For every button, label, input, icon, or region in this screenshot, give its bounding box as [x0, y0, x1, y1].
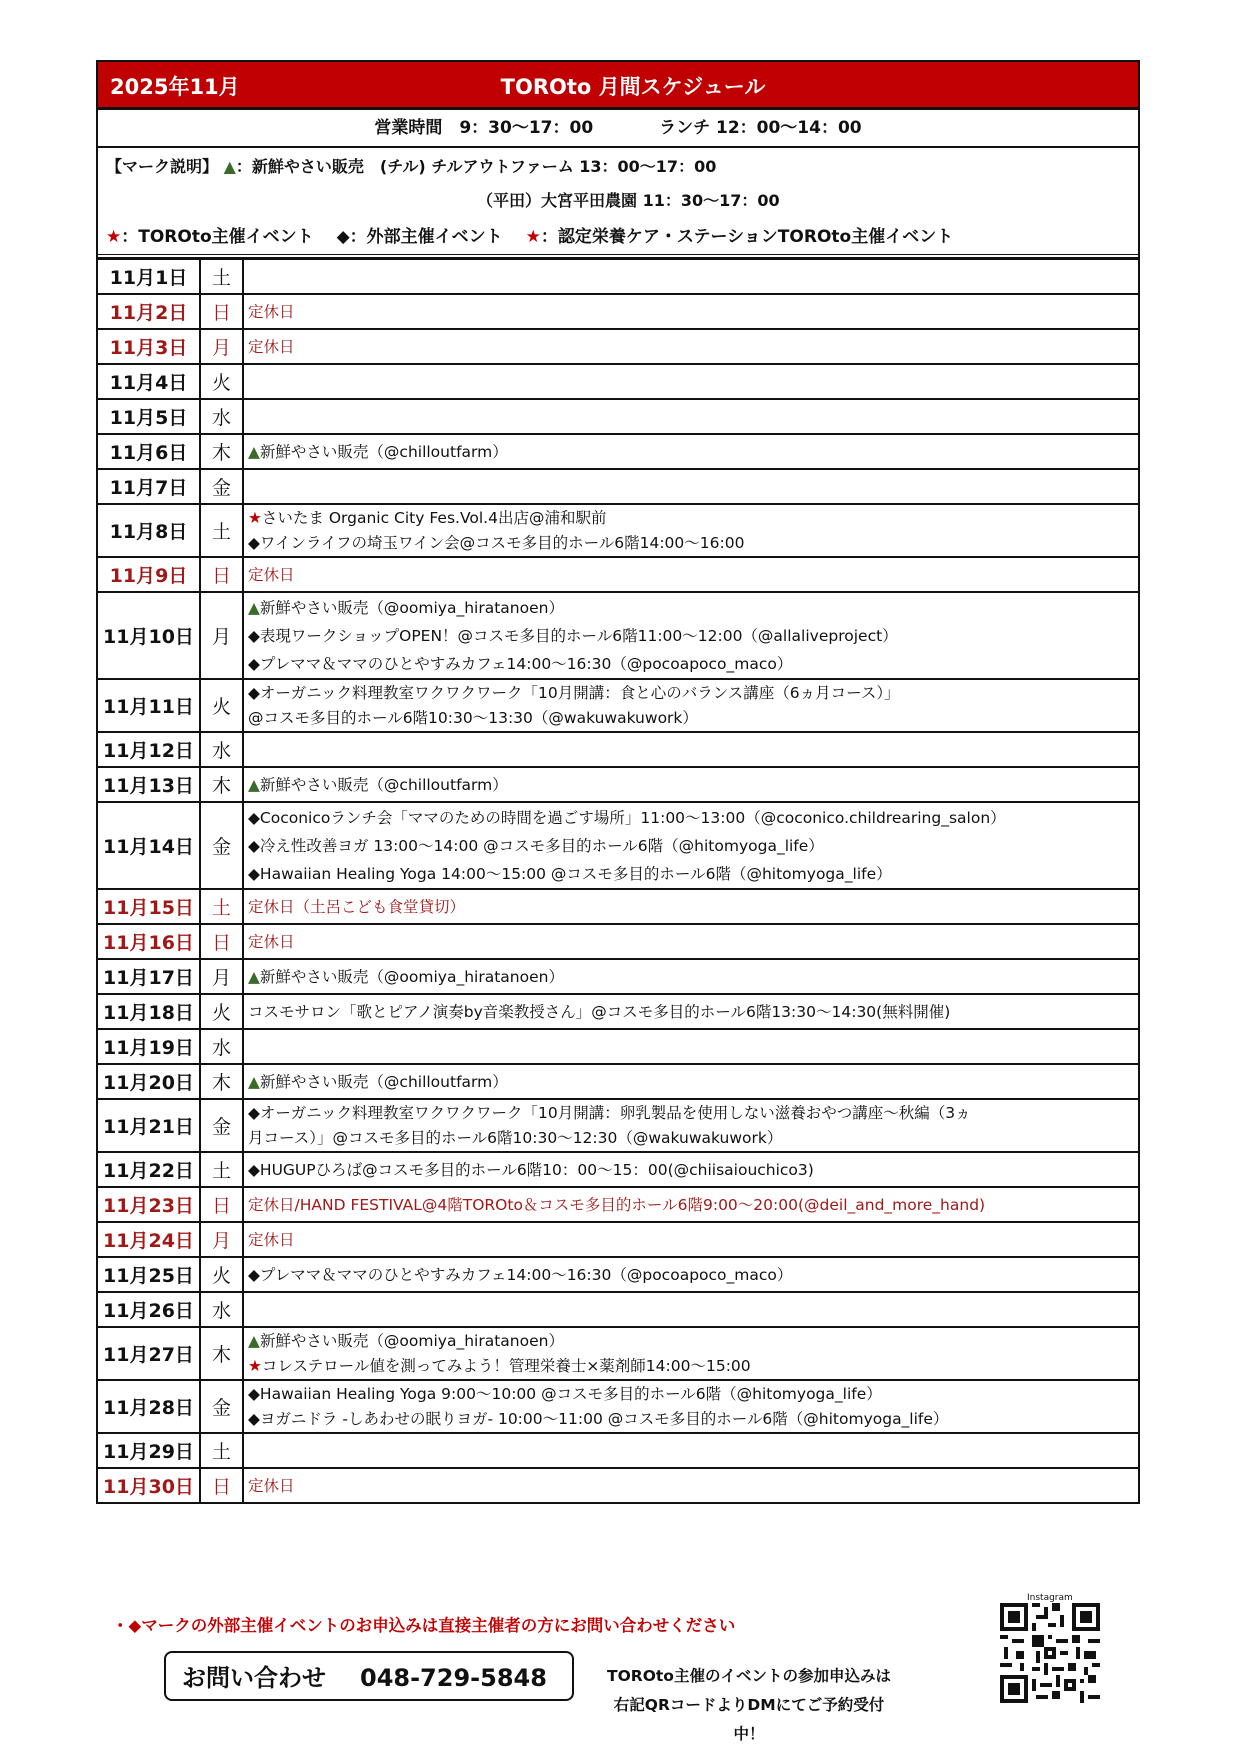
day-of-week: 土 [200, 889, 243, 924]
day-of-week: 月 [200, 1222, 243, 1257]
day-date: 11月21日 [98, 1099, 200, 1152]
day-events [243, 1099, 1138, 1152]
event-item [248, 1382, 1138, 1407]
day-date: 11月12日 [98, 732, 200, 767]
day-of-week: 水 [200, 1029, 243, 1064]
table-row [98, 1187, 1138, 1222]
day-of-week: 火 [200, 1257, 243, 1292]
day-of-week: 日 [200, 924, 243, 959]
event-item [248, 860, 1138, 888]
event-text: 定休日/HAND FESTIVAL@4階TOROto＆コスモ多目的ホール6階9:00～20:00(@deil_and_more_hand) [248, 1195, 986, 1214]
day-date: 11月3日 [98, 329, 200, 364]
legend-care-station-event: ：認定栄養ケア・ステーションTOROto主催イベント [540, 227, 954, 247]
day-events [243, 732, 1138, 767]
day-events [243, 259, 1138, 294]
diamond-icon: ◆ [248, 1160, 260, 1179]
event-text: 定休日 [248, 932, 295, 951]
day-events [243, 592, 1138, 679]
event-item [248, 1407, 1138, 1432]
table-row [98, 802, 1138, 889]
day-of-week: 水 [200, 732, 243, 767]
event-text: オーガニック料理教室ワクワクワーク「10月開講：食と心のバランス講座（6ヵ月コース）」 [259, 683, 900, 702]
day-date: 11月18日 [98, 994, 200, 1029]
day-events [243, 924, 1138, 959]
event-text: 新鮮やさい販売（@oomiya_hiratanoen） [259, 598, 564, 617]
event-item [248, 594, 1138, 622]
triangle-icon: ▲ [248, 1331, 260, 1350]
legend-line-3 [106, 222, 953, 247]
event-item [248, 531, 1138, 556]
day-date: 11月28日 [98, 1380, 200, 1433]
table-row [98, 434, 1138, 469]
day-date: 11月10日 [98, 592, 200, 679]
day-date: 11月29日 [98, 1433, 200, 1468]
day-date: 11月6日 [98, 434, 200, 469]
table-row [98, 924, 1138, 959]
day-date: 11月2日 [98, 294, 200, 329]
legend-vegetable-sale: ：新鮮やさい販売 (チル) チルアウトファーム 13：00～17：00 [235, 157, 717, 176]
day-of-week: 木 [200, 1327, 243, 1380]
legend-external-event: ：外部主催イベント [349, 227, 520, 247]
day-events [243, 557, 1138, 592]
event-item [248, 1067, 1138, 1097]
day-of-week: 金 [200, 1099, 243, 1152]
day-events [243, 959, 1138, 994]
triangle-icon: ▲ [248, 598, 260, 617]
day-of-week: 月 [200, 592, 243, 679]
day-of-week: 水 [200, 399, 243, 434]
day-of-week: 日 [200, 294, 243, 329]
day-date: 11月9日 [98, 557, 200, 592]
event-item [248, 332, 1138, 362]
legend-toroto-event: ：TOROto主催イベント [121, 227, 331, 247]
table-row [98, 1327, 1138, 1380]
day-date: 11月19日 [98, 1029, 200, 1064]
legend-hirata: （平田）大宮平田農園 11：30～17：00 [477, 191, 780, 210]
schedule-table [98, 258, 1138, 1502]
day-events [243, 364, 1138, 399]
day-date: 11月15日 [98, 889, 200, 924]
day-of-week: 火 [200, 679, 243, 732]
event-text: 新鮮やさい販売（@oomiya_hiratanoen） [259, 967, 564, 986]
event-text: 新鮮やさい販売（@chilloutfarm） [259, 775, 508, 794]
event-text: プレママ＆ママのひとやすみカフェ14:00～16:30（@pocoapoco_maco） [259, 654, 793, 673]
diamond-icon: ◆ [248, 626, 260, 645]
day-of-week: 金 [200, 802, 243, 889]
event-item [248, 1190, 1138, 1220]
day-of-week: 木 [200, 1064, 243, 1099]
diamond-icon: ◆ [336, 227, 350, 247]
event-text: 定休日（土呂こども食堂貸切） [248, 897, 466, 916]
event-text: プレママ＆ママのひとやすみカフェ14:00～16:30（@pocoapoco_maco） [259, 1265, 793, 1284]
page-title: TOROto 月間スケジュール [500, 75, 766, 99]
day-of-week: 日 [200, 1187, 243, 1222]
triangle-icon: ▲ [223, 157, 236, 176]
contact-box [164, 1651, 574, 1701]
triangle-icon: ▲ [248, 1072, 260, 1091]
day-date: 11月30日 [98, 1468, 200, 1502]
month-label: 2025年11月 [110, 75, 240, 99]
event-item [248, 892, 1138, 922]
event-item [248, 650, 1138, 678]
mark-legend [98, 148, 1138, 258]
day-events [243, 1433, 1138, 1468]
table-row [98, 1433, 1138, 1468]
business-hours-row [98, 110, 1138, 148]
day-events [243, 1222, 1138, 1257]
table-row [98, 1152, 1138, 1187]
event-item [248, 927, 1138, 957]
day-date: 11月20日 [98, 1064, 200, 1099]
table-row [98, 959, 1138, 994]
diamond-icon: ◆ [248, 1384, 260, 1403]
day-events [243, 434, 1138, 469]
day-date: 11月14日 [98, 802, 200, 889]
apply-info [604, 1662, 894, 1749]
day-events [243, 1327, 1138, 1380]
event-item [248, 962, 1138, 992]
event-item [248, 681, 1138, 706]
event-text: 表現ワークショップOPEN！@コスモ多目的ホール6階11:00～12:00（@allaliveproject） [259, 626, 898, 645]
day-of-week: 水 [200, 1292, 243, 1327]
table-row [98, 504, 1138, 557]
diamond-icon: ◆ [248, 654, 260, 673]
day-of-week: 日 [200, 1468, 243, 1502]
day-date: 11月24日 [98, 1222, 200, 1257]
table-row [98, 1380, 1138, 1433]
event-item [248, 770, 1138, 800]
business-hours: 営業時間 9：30～17：00 [374, 118, 594, 138]
day-date: 11月17日 [98, 959, 200, 994]
table-row [98, 1222, 1138, 1257]
day-events [243, 1064, 1138, 1099]
day-events [243, 399, 1138, 434]
event-item [248, 506, 1138, 531]
diamond-icon: ◆ [248, 808, 260, 827]
event-item [248, 706, 1138, 731]
event-text: コスモサロン「歌とピアノ演奏by音楽教授さん」@コスモ多目的ホール6階13:30～14:30(無料開催) [248, 1002, 951, 1021]
day-date: 11月22日 [98, 1152, 200, 1187]
event-text: 定休日 [248, 1476, 295, 1495]
star-icon: ★ [525, 227, 541, 247]
day-events [243, 1257, 1138, 1292]
table-row [98, 557, 1138, 592]
table-row [98, 1468, 1138, 1502]
event-item [248, 1101, 1138, 1126]
table-row [98, 889, 1138, 924]
day-of-week: 木 [200, 767, 243, 802]
event-item [248, 1471, 1138, 1501]
apply-line-1: TOROto主催のイベントの参加申込みは [607, 1667, 891, 1685]
day-events [243, 469, 1138, 504]
table-row [98, 994, 1138, 1029]
day-events [243, 994, 1138, 1029]
legend-label: 【マーク説明】 [106, 157, 219, 176]
day-date: 11月4日 [98, 364, 200, 399]
event-text: 定休日 [248, 565, 295, 584]
day-date: 11月7日 [98, 469, 200, 504]
day-of-week: 土 [200, 1433, 243, 1468]
day-of-week: 土 [200, 1152, 243, 1187]
table-row [98, 732, 1138, 767]
table-row [98, 592, 1138, 679]
diamond-icon: ◆ [248, 533, 260, 552]
phone-number[interactable]: 048-729-5848 [360, 1664, 547, 1692]
event-text: 新鮮やさい販売（@oomiya_hiratanoen） [259, 1331, 564, 1350]
day-of-week: 日 [200, 557, 243, 592]
table-row [98, 679, 1138, 732]
day-events [243, 504, 1138, 557]
event-text: コレステロール値を測ってみよう！管理栄養士×薬剤師14:00～15:00 [261, 1356, 751, 1375]
day-events [243, 294, 1138, 329]
table-row [98, 329, 1138, 364]
table-row [98, 1257, 1138, 1292]
day-date: 11月1日 [98, 259, 200, 294]
star-icon: ★ [248, 1356, 262, 1375]
contact-label: お問い合わせ [182, 1664, 326, 1692]
table-row [98, 259, 1138, 294]
star-icon: ★ [106, 227, 122, 247]
day-date: 11月5日 [98, 399, 200, 434]
triangle-icon: ▲ [248, 442, 260, 461]
event-text: 定休日 [248, 1230, 295, 1249]
diamond-icon: ◆ [248, 1265, 260, 1284]
external-event-notice: ・◆マークの外部主催イベントのお申込みは直接主催者の方にお問い合わせください [112, 1616, 736, 1635]
legend-line-1 [106, 154, 716, 177]
event-item [248, 1155, 1138, 1185]
event-text: ヨガニドラ -しあわせの眠りヨガ- 10:00～11:00 @コスモ多目的ホール6階（@hitomyoga_life） [259, 1409, 949, 1428]
table-row [98, 767, 1138, 802]
event-item [248, 1225, 1138, 1255]
qr-code-icon[interactable] [1000, 1603, 1100, 1703]
event-item [248, 1354, 1138, 1379]
table-row [98, 294, 1138, 329]
day-events [243, 1029, 1138, 1064]
table-row [98, 1064, 1138, 1099]
day-date: 11月8日 [98, 504, 200, 557]
day-events [243, 767, 1138, 802]
day-of-week: 土 [200, 504, 243, 557]
event-text: 冷え性改善ヨガ 13:00～14:00 @コスモ多目的ホール6階（@hitomyoga_life） [259, 836, 824, 855]
event-item [248, 1126, 1138, 1151]
day-events [243, 1380, 1138, 1433]
event-text: 定休日 [248, 302, 295, 321]
triangle-icon: ▲ [248, 775, 260, 794]
day-date: 11月11日 [98, 679, 200, 732]
day-of-week: 火 [200, 994, 243, 1029]
day-date: 11月25日 [98, 1257, 200, 1292]
table-row [98, 364, 1138, 399]
table-row [98, 469, 1138, 504]
day-events [243, 679, 1138, 732]
day-date: 11月13日 [98, 767, 200, 802]
event-item [248, 832, 1138, 860]
event-text: オーガニック料理教室ワクワクワーク「10月開講：卵乳製品を使用しない滋養おやつ講座～秋編（3ヵ [259, 1103, 971, 1122]
event-text: HUGUPひろば@コスモ多目的ホール6階10：00～15：00(@chiisaiouchico3) [259, 1160, 814, 1179]
day-events [243, 329, 1138, 364]
day-date: 11月23日 [98, 1187, 200, 1222]
event-item [248, 1260, 1138, 1290]
day-events [243, 1468, 1138, 1502]
day-events [243, 1152, 1138, 1187]
event-text: @コスモ多目的ホール6階10:30～13:30（@wakuwakuwork） [248, 708, 698, 727]
star-icon: ★ [248, 508, 262, 527]
event-text: さいたま Organic City Fes.Vol.4出店@浦和駅前 [261, 508, 607, 527]
day-of-week: 土 [200, 259, 243, 294]
diamond-icon: ◆ [248, 864, 260, 883]
day-of-week: 月 [200, 329, 243, 364]
event-item [248, 297, 1138, 327]
event-text: 新鮮やさい販売（@chilloutfarm） [259, 442, 508, 461]
day-events [243, 802, 1138, 889]
title-bar [98, 62, 1138, 110]
day-of-week: 木 [200, 434, 243, 469]
day-of-week: 月 [200, 959, 243, 994]
apply-line-2: 右記QRコードよりDMにてご予約受付中！ [613, 1696, 885, 1743]
event-item [248, 560, 1138, 590]
day-date: 11月16日 [98, 924, 200, 959]
table-row [98, 399, 1138, 434]
event-text: 新鮮やさい販売（@chilloutfarm） [259, 1072, 508, 1091]
triangle-icon: ▲ [248, 967, 260, 986]
day-of-week: 火 [200, 364, 243, 399]
day-events [243, 1292, 1138, 1327]
day-of-week: 金 [200, 469, 243, 504]
table-row [98, 1029, 1138, 1064]
table-row [98, 1099, 1138, 1152]
diamond-icon: ◆ [248, 836, 260, 855]
event-item [248, 437, 1138, 467]
event-text: Hawaiian Healing Yoga 14:00～15:00 @コスモ多目的ホール6階（@hitomyoga_life） [259, 864, 892, 883]
event-item [248, 804, 1138, 832]
day-events [243, 889, 1138, 924]
schedule-sheet [96, 60, 1140, 1504]
event-item [248, 622, 1138, 650]
event-text: Coconicoランチ会「ママのための時間を過ごす場所」11:00～13:00（@coconico.childrearing_salon） [259, 808, 1006, 827]
event-text: ワインライフの埼玉ワイン会@コスモ多目的ホール6階14:00～16:00 [259, 533, 745, 552]
diamond-icon: ◆ [248, 1409, 260, 1428]
diamond-icon: ◆ [248, 1103, 260, 1122]
day-of-week: 金 [200, 1380, 243, 1433]
table-row [98, 1292, 1138, 1327]
instagram-label: Instagram [1027, 1593, 1073, 1603]
diamond-icon: ◆ [248, 683, 260, 702]
lunch-hours: ランチ 12：00～14：00 [659, 118, 862, 138]
event-text: 月コース）」@コスモ多目的ホール6階10:30～12:30（@wakuwakuwork） [248, 1128, 783, 1147]
event-item [248, 997, 1138, 1027]
event-text: 定休日 [248, 337, 295, 356]
day-date: 11月27日 [98, 1327, 200, 1380]
day-date: 11月26日 [98, 1292, 200, 1327]
event-item [248, 1329, 1138, 1354]
day-events [243, 1187, 1138, 1222]
event-text: Hawaiian Healing Yoga 9:00～10:00 @コスモ多目的ホール6階（@hitomyoga_life） [259, 1384, 882, 1403]
